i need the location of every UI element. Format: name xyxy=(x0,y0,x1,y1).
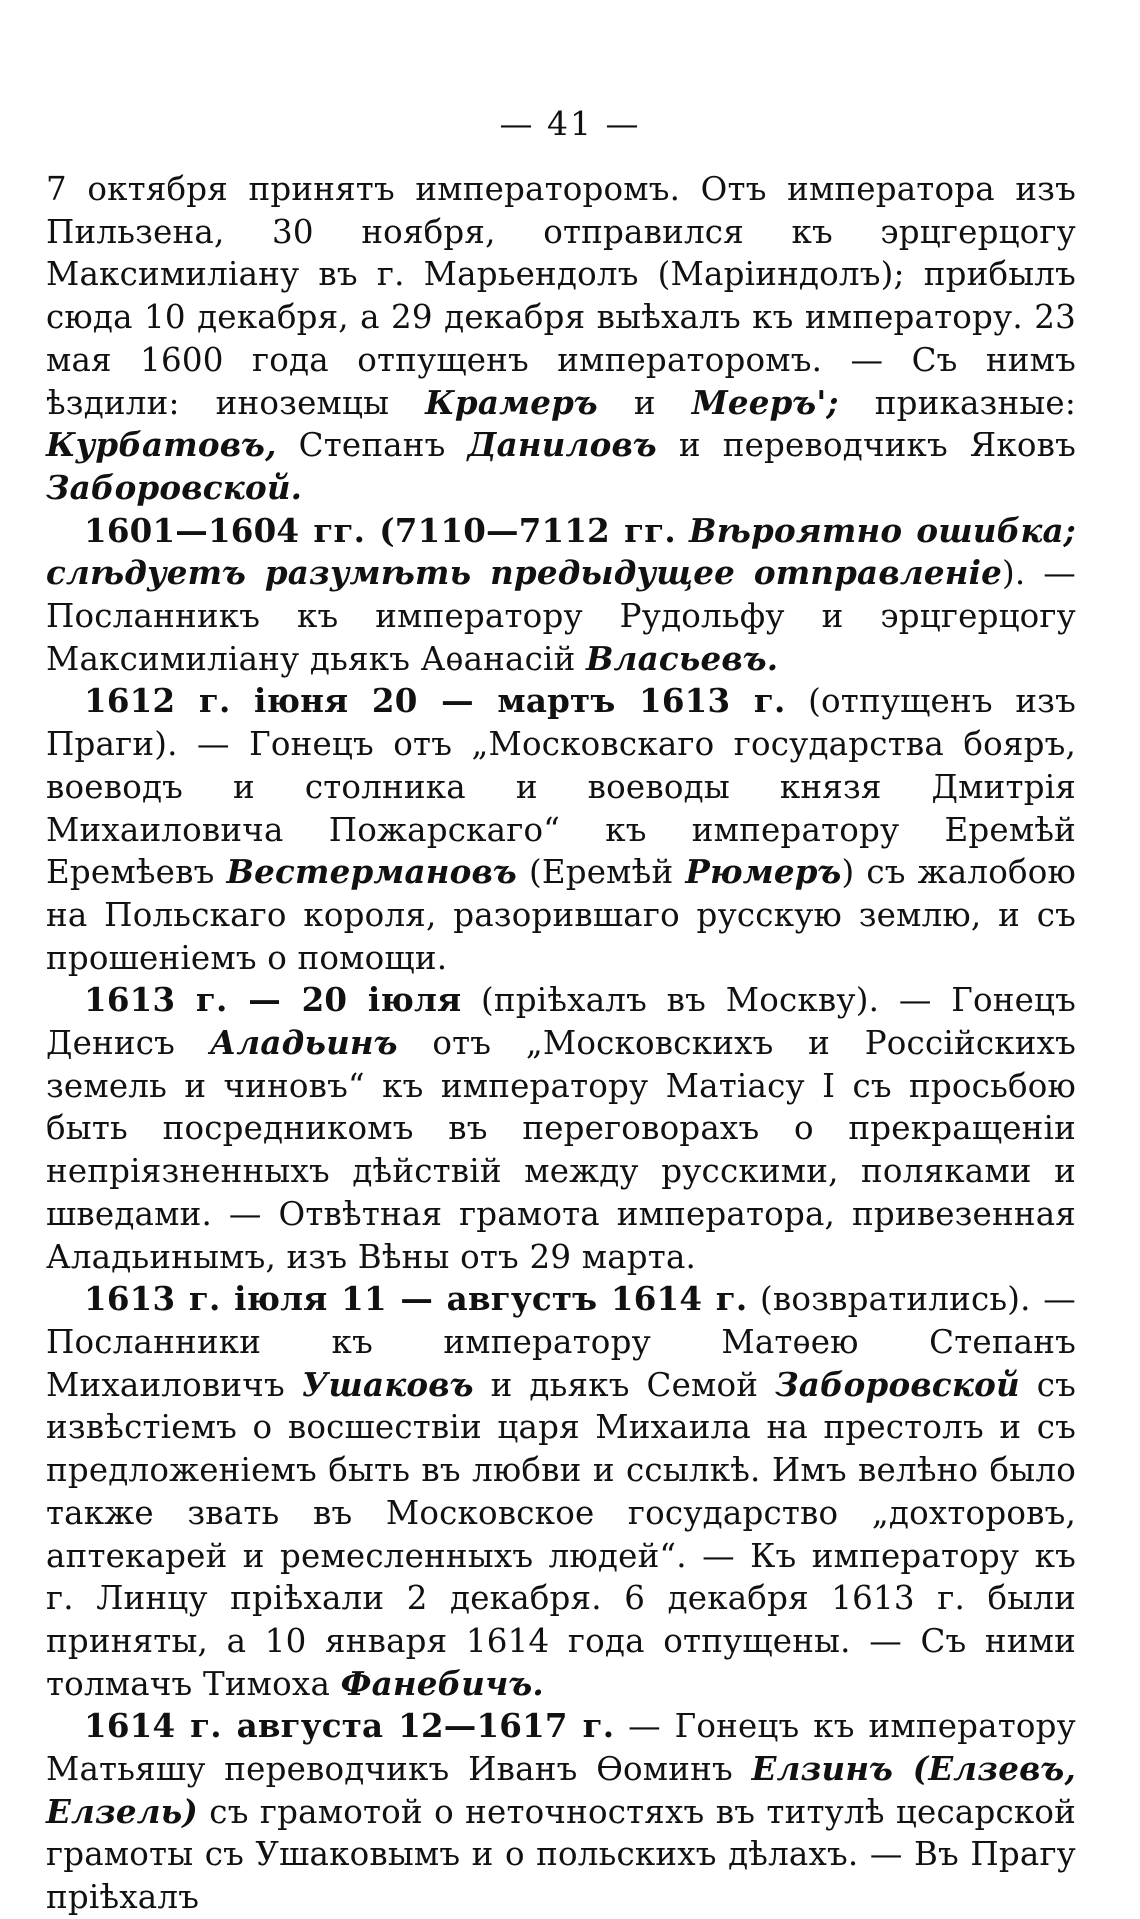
italic-name: Крамеръ xyxy=(425,382,598,422)
text-run xyxy=(676,512,689,550)
text-run: съ извѣстіемъ о восшествіи царя Михаила на престолъ и съ предложеніемъ быть въ любви и ссылкѣ. Имъ велѣно было также звать въ Московское государство „дохторовъ, аптекарей и ремесленныхъ людей“. — Къ императору къ г. Линцу пріѣхали 2 декабря. 6 декабря 1613 г. были приняты, а 10 января 1614 года отпущены. — Съ ними толмачъ Тимоха xyxy=(46,1365,1077,1703)
italic-name: Вестермановъ xyxy=(226,852,517,892)
entry-date: 1613 г. — 20 іюля xyxy=(84,980,462,1020)
text-run: и xyxy=(597,383,692,422)
italic-name: Ушаковъ xyxy=(301,1364,474,1404)
paragraph xyxy=(46,680,1076,979)
text-run: (отпущенъ изъ Праги). — Гонецъ отъ „Московскаго государства бояръ, воеводъ и столника и воеводы князя Дмитрія Михаиловича Пожарскаго“ къ императору Еремѣй Еремѣевъ xyxy=(46,682,1076,892)
paragraph xyxy=(46,1278,1076,1705)
page-number: — 41 — xyxy=(499,104,641,143)
text-run: съ грамотой о неточностяхъ въ титулѣ цесарской грамоты съ Ушаковымъ и о польскихъ дѣлахъ. — Въ Прагу пріѣхалъ xyxy=(46,1792,1076,1917)
italic-name: Заборовской. xyxy=(46,467,303,507)
italic-name: Аладьинъ xyxy=(209,1023,398,1063)
text-run: приказные: xyxy=(838,383,1076,422)
italic-name: Елзинъ (Елзевъ, Елзель) xyxy=(46,1749,1076,1831)
text-run: (возвратились). — Посланники къ императору Матѳею Степанъ Михаиловичъ xyxy=(46,1280,1076,1404)
paragraph xyxy=(46,979,1076,1278)
text-run: (пріѣхалъ въ Москву). — Гонецъ Денисъ xyxy=(46,981,1076,1063)
text-run: Степанъ xyxy=(276,426,468,465)
italic-name: Рюмеръ xyxy=(685,852,842,892)
italic-name: Мееръ'; xyxy=(691,382,839,422)
text-run: и переводчикъ Яковъ xyxy=(656,426,1076,465)
entry-date: 1601—1604 гг. (7110—7112 гг. xyxy=(84,510,676,550)
text-run: ) съ жалобою на Польскаго короля, разорившаго русскую землю, и съ прошеніемъ о помощи. xyxy=(46,853,1077,977)
entry-date: 1612 г. іюня 20 — мартъ 1613 г. xyxy=(84,681,786,721)
text-run: — Гонецъ къ императору Матьяшу переводчикъ Иванъ Ѳоминъ xyxy=(46,1707,1076,1789)
text-run: отъ „Московскихъ и Россійскихъ земель и чиновъ“ къ императору Матіасу I съ просьбою быть посредникомъ въ переговорахъ о прекращеніи непріязненныхъ дѣйствій между русскими, поляками и шведами. — Отвѣтная грамота императора, привезенная Аладьинымъ, изъ Вѣны отъ 29 марта. xyxy=(46,1024,1076,1276)
italic-name: Власьевъ. xyxy=(586,638,779,678)
paragraph xyxy=(46,168,1076,510)
paragraph xyxy=(46,1705,1076,1919)
text-run: 7 октября принятъ императоромъ. Отъ императора изъ Пильзена, 30 ноября, отправился къ эрцгерцогу Максимиліану въ г. Марьендолъ (Маріиндолъ); прибылъ сюда 10 декабря, а 29 декабря выѣхалъ къ императору. 23 мая 1600 года отпущенъ императоромъ. — Съ нимъ ѣздили: иноземцы xyxy=(46,170,1076,422)
italic-name: Заборовской xyxy=(775,1364,1020,1404)
italic-name: Вѣроятно ошибка; слѣдуетъ разумѣть предыдущее отправленіе xyxy=(46,510,1077,593)
italic-name: Фанебичъ. xyxy=(340,1663,544,1703)
text-run: ). — Посланникъ къ императору Рудольфу и эрцгерцогу Максимиліану дьякъ Аѳанасій xyxy=(46,554,1076,678)
italic-name: Курбатовъ, xyxy=(46,425,277,465)
entry-date: 1613 г. іюля 11 — августъ 1614 г. xyxy=(84,1279,748,1319)
italic-name: Даниловъ xyxy=(467,425,657,465)
paragraph xyxy=(46,510,1076,681)
body-text xyxy=(46,168,1076,1919)
entry-date: 1614 г. августа 12—1617 г. xyxy=(84,1706,615,1746)
text-run: и дьякъ Семой xyxy=(473,1365,776,1404)
text-run: (Еремѣй xyxy=(516,853,686,892)
